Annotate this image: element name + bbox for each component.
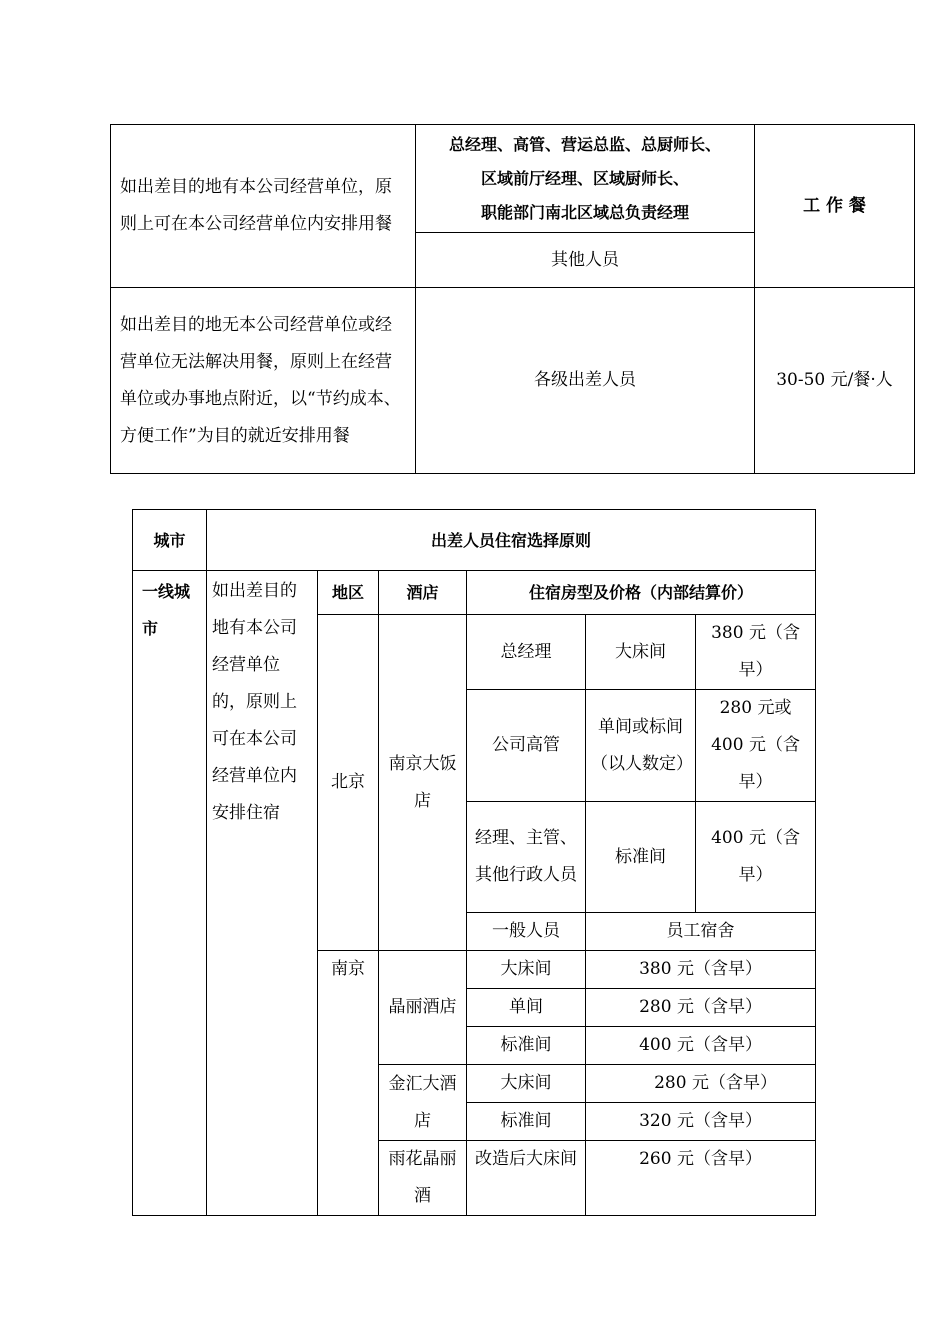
region-nanjing: 南京: [318, 951, 379, 1216]
price-cell: 260 元（含早）: [586, 1141, 816, 1216]
meal-standard-table: [110, 124, 915, 474]
meal-condition-offsite: 如出差目的地无本公司经营单位或经营单位无法解决用餐，原则上在经营单位或办事地点附近，以“节约成本、方便工作”为目的就近安排用餐: [111, 288, 416, 474]
hotel-yuhua-jingli: 雨花晶丽酒: [379, 1141, 467, 1216]
hotel-nanjing-grand: 南京大饭店: [379, 615, 467, 951]
meal-senior-personnel: 总经理、高管、营运总监、总厨师长、 区域前厅经理、区域厨师长、 职能部门南北区域总负责经理: [416, 125, 755, 233]
room-type-cell: 大床间: [586, 615, 696, 690]
meal-all-personnel: 各级出差人员: [416, 288, 755, 474]
hotel-jingli: 晶丽酒店: [379, 951, 467, 1065]
subheader-room-price: 住宿房型及价格（内部结算价）: [467, 571, 816, 615]
staff-cell: 经理、主管、其他行政人员: [467, 802, 586, 913]
price-cell: 320 元（含早）: [586, 1103, 816, 1141]
price-cell: 380 元（含早）: [586, 951, 816, 989]
staff-cell: 一般人员: [467, 913, 586, 951]
price-cell: 400 元（含早）: [586, 1027, 816, 1065]
header-city: 城市: [133, 510, 207, 571]
meal-other-personnel: 其他人员: [416, 233, 755, 288]
price-cell: 280 元（含早）: [586, 1065, 816, 1103]
staff-cell: 总经理: [467, 615, 586, 690]
room-type-cell: 大床间: [467, 1065, 586, 1103]
subheader-region: 地区: [318, 571, 379, 615]
room-type-cell: 改造后大床间: [467, 1141, 586, 1216]
price-cell: 280 元（含早）: [586, 989, 816, 1027]
price-cell: 380 元（含早）: [696, 615, 816, 690]
subheader-hotel: 酒店: [379, 571, 467, 615]
hotel-jinhui: 金汇大酒店: [379, 1065, 467, 1141]
room-type-cell: 单间: [467, 989, 586, 1027]
staff-cell: 公司高管: [467, 690, 586, 802]
region-beijing: 北京: [318, 615, 379, 951]
price-cell: 280 元或 400 元（含早）: [696, 690, 816, 802]
price-cell: 400 元（含早）: [696, 802, 816, 913]
meal-condition-onsite: 如出差目的地有本公司经营单位，原则上可在本公司经营单位内安排用餐: [111, 125, 416, 288]
lodging-standard-table: [132, 509, 816, 1216]
meal-standard-amount: 30-50 元/餐·人: [755, 288, 915, 474]
room-type-cell: 标准间: [586, 802, 696, 913]
city-tier: 一线城市: [133, 571, 207, 1216]
room-type-cell: 单间或标间（以人数定）: [586, 690, 696, 802]
room-type-cell: 标准间: [467, 1027, 586, 1065]
header-lodging-principle: 出差人员住宿选择原则: [207, 510, 816, 571]
room-price-cell: 员工宿舍: [586, 913, 816, 951]
room-type-cell: 标准间: [467, 1103, 586, 1141]
room-type-cell: 大床间: [467, 951, 586, 989]
tier-principle: 如出差目的地有本公司经营单位的，原则上可在本公司经营单位内安排住宿: [207, 571, 318, 1216]
meal-standard-working: 工 作 餐: [755, 125, 915, 288]
